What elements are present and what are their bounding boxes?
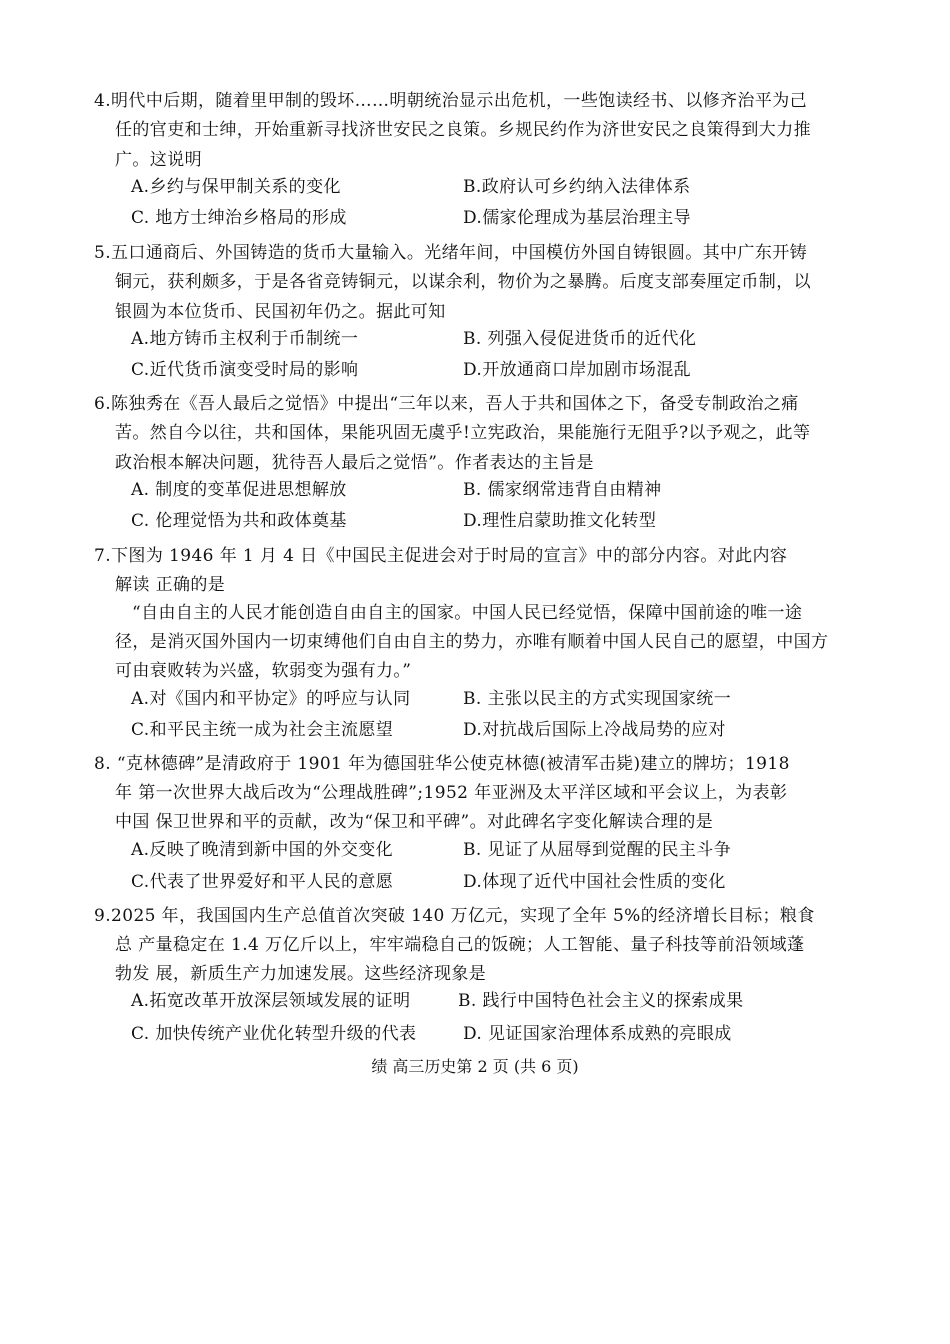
q7-option-c: C.和平民主统一成为社会主流愿望: [131, 720, 394, 740]
q8-line-1: 8. “克林德碑”是清政府于 1901 年为德国驻华公使克林德(被清军击毙)建立的牌坊；1918: [94, 754, 790, 774]
q5-line-3: 银圆为本位货币、民国初年仍之。据此可知: [115, 302, 446, 322]
q9-line-3: 勃发 展，新质生产力加速发展。这些经济现象是: [115, 964, 487, 984]
q6-option-c: C. 伦理觉悟为共和政体奠基: [131, 511, 347, 531]
q7-line-1: 7.下图为 1946 年 1 月 4 日《中国民主促进会对于时局的宣言》中的部分内容。对此内容: [94, 546, 788, 566]
q5-option-a: A.地方铸币主权利于币制统一: [131, 329, 359, 349]
q8-line-3: 中国 保卫世界和平的贡献，改为“保卫和平碑”。对此碑名字变化解读合理的是: [115, 812, 714, 832]
q6-line-3: 政治根本解决问题，犹待吾人最后之觉悟”。作者表达的主旨是: [115, 453, 594, 473]
q6-line-2: 苦。然自今以往，共和国体，果能巩固无虞乎!立宪政治，果能施行无阻乎?以予观之，此等: [115, 423, 811, 443]
q7-option-b: B. 主张以民主的方式实现国家统一: [463, 689, 732, 709]
q9-option-c: C. 加快传统产业优化转型升级的代表: [131, 1024, 417, 1044]
q9-option-d: D. 见证国家治理体系成熟的亮眼成: [463, 1024, 732, 1044]
q4-option-d: D.儒家伦理成为基层治理主导: [463, 208, 692, 228]
q6-option-b: B. 儒家纲常违背自由精神: [463, 480, 662, 500]
q9-line-1: 9.2025 年，我国国内生产总值首次突破 140 万亿元，实现了全年 5%的经济增长目标；粮食: [94, 906, 815, 926]
q5-option-c: C.近代货币演变受时局的影响: [131, 360, 359, 380]
q7-option-d: D.对抗战后国际上冷战局势的应对: [463, 720, 726, 740]
q9-option-a: A.拓宽改革开放深层领域发展的证明: [131, 991, 411, 1011]
q9-line-2: 总 产量稳定在 1.4 万亿斤以上，牢牢端稳自己的饭碗；人工智能、量子科技等前沿领域蓬: [115, 935, 805, 955]
q5-option-b: B. 列强入侵促进货币的近代化: [463, 329, 697, 349]
q6-option-d: D.理性启蒙助推文化转型: [463, 511, 657, 531]
q7-option-a: A.对《国内和平协定》的呼应与认同: [131, 689, 411, 709]
q4-option-c: C. 地方士绅治乡格局的形成: [131, 208, 347, 228]
q5-line-1: 5.五口通商后、外国铸造的货币大量输入。光绪年间，中国模仿外国自铸银圆。其中广东开铸: [94, 243, 808, 263]
q4-option-b: B.政府认可乡约纳入法律体系: [463, 177, 691, 197]
q7-line-2: 解读 正确的是: [115, 575, 226, 595]
q6-option-a: A. 制度的变革促进思想解放: [131, 480, 347, 500]
q8-option-c: C.代表了世界爱好和平人民的意愿: [131, 872, 394, 892]
q4-line-2: 任的官吏和士绅，开始重新寻找济世安民之良策。乡规民约作为济世安民之良策得到大力推: [115, 120, 811, 140]
q7-quote-line-3: 可由衰败转为兴盛，软弱变为强有力。”: [115, 661, 412, 681]
q4-line-1: 4.明代中后期，随着里甲制的毁坏……明朝统治显示出危机，一些饱读经书、以修齐治平为己: [94, 91, 808, 111]
q4-line-3: 广。这说明: [115, 150, 202, 170]
q8-line-2: 年 第一次世界大战后改为“公理战胜碑”;1952 年亚洲及太平洋区域和平会议上，为表彰: [115, 783, 788, 803]
q9-option-b: B. 践行中国特色社会主义的探索成果: [458, 991, 744, 1011]
q7-quote-line-1: “自由自主的人民才能创造自由自主的国家。中国人民已经觉悟，保障中国前途的唯一途: [132, 603, 803, 623]
q8-option-d: D.体现了近代中国社会性质的变化: [463, 872, 726, 892]
q7-quote-line-2: 径，是消灭国外国内一切束缚他们自由自主的势力，亦唯有顺着中国人民自己的愿望，中国方: [115, 632, 829, 652]
q8-option-b: B. 见证了从屈辱到觉醒的民主斗争: [463, 840, 732, 860]
q5-option-d: D.开放通商口岸加剧市场混乱: [463, 360, 692, 380]
q8-option-a: A.反映了晚清到新中国的外交变化: [131, 840, 394, 860]
q4-option-a: A.乡约与保甲制关系的变化: [131, 177, 341, 197]
page-footer: 绩 高三历史第 2 页 (共 6 页): [371, 1057, 579, 1076]
q5-line-2: 铜元，获利颇多，于是各省竞铸铜元，以谋余利，物价为之暴腾。后度支部奏厘定币制，以: [115, 272, 811, 292]
q6-line-1: 6.陈独秀在《吾人最后之觉悟》中提出“三年以来，吾人于共和国体之下，备受专制政治之痛: [94, 394, 799, 414]
